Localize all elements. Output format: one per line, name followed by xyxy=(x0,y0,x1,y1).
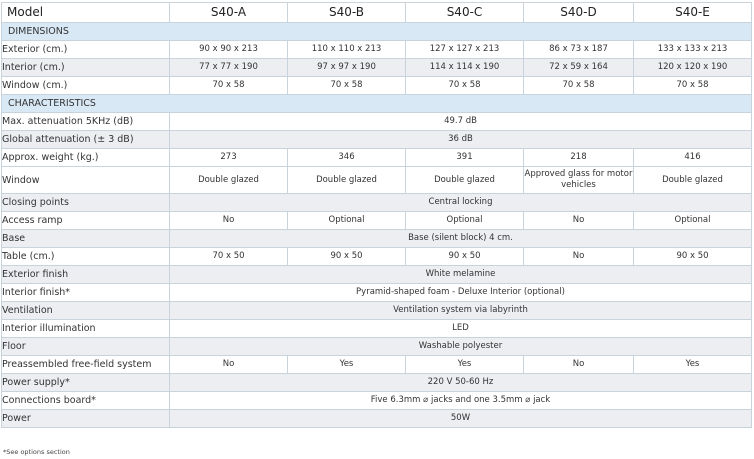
spec-row xyxy=(2,284,752,302)
spec-value-all-models: Pyramid-shaped foam - Deluxe Interior (optional) xyxy=(170,284,752,302)
spec-value: 391 xyxy=(406,149,524,167)
spec-value: 70 x 58 xyxy=(634,77,752,95)
spec-value: 273 xyxy=(170,149,288,167)
spec-value: 90 x 50 xyxy=(406,248,524,266)
spec-label: Preassembled free-field system xyxy=(2,356,170,374)
spec-value: Double glazed xyxy=(288,167,406,194)
spec-label: Window xyxy=(2,167,170,194)
spec-label: Access ramp xyxy=(2,212,170,230)
spec-label: Power xyxy=(2,410,170,428)
spec-row xyxy=(2,194,752,212)
section-header-row xyxy=(2,23,752,41)
spec-value: 70 x 58 xyxy=(524,77,634,95)
spec-row xyxy=(2,212,752,230)
model-column-header: S40-B xyxy=(288,3,406,23)
spec-row xyxy=(2,149,752,167)
spec-value: No xyxy=(170,212,288,230)
spec-row xyxy=(2,320,752,338)
spec-row xyxy=(2,77,752,95)
footnote: *See options section xyxy=(3,448,70,456)
spec-value: 70 x 58 xyxy=(406,77,524,95)
model-column-header: S40-A xyxy=(170,3,288,23)
section-header-row xyxy=(2,95,752,113)
spec-value-all-models: 50W xyxy=(170,410,752,428)
spec-value: Optional xyxy=(406,212,524,230)
spec-value: Yes xyxy=(406,356,524,374)
spec-row xyxy=(2,230,752,248)
spec-value-all-models: Central locking xyxy=(170,194,752,212)
spec-value: 77 x 77 x 190 xyxy=(170,59,288,77)
spec-value-all-models: Five 6.3mm ⌀ jacks and one 3.5mm ⌀ jack xyxy=(170,392,752,410)
spec-value: 127 x 127 x 213 xyxy=(406,41,524,59)
spec-label: Interior finish* xyxy=(2,284,170,302)
spec-value: 72 x 59 x 164 xyxy=(524,59,634,77)
spec-label: Base xyxy=(2,230,170,248)
spec-value: Double glazed xyxy=(634,167,752,194)
spec-row xyxy=(2,59,752,77)
spec-value: Optional xyxy=(288,212,406,230)
spec-value: 120 x 120 x 190 xyxy=(634,59,752,77)
spec-label: Connections board* xyxy=(2,392,170,410)
spec-label: Power supply* xyxy=(2,374,170,392)
spec-row xyxy=(2,356,752,374)
spec-label: Ventilation xyxy=(2,302,170,320)
spec-value: 90 x 50 xyxy=(634,248,752,266)
spec-row xyxy=(2,41,752,59)
spec-label: Exterior (cm.) xyxy=(2,41,170,59)
spec-value: 90 x 50 xyxy=(288,248,406,266)
spec-value: Optional xyxy=(634,212,752,230)
spec-row xyxy=(2,266,752,284)
spec-value: No xyxy=(170,356,288,374)
spec-value-all-models: Washable polyester xyxy=(170,338,752,356)
model-header: Model xyxy=(2,3,170,23)
spec-row xyxy=(2,410,752,428)
spec-row xyxy=(2,374,752,392)
spec-value-all-models: Base (silent block) 4 cm. xyxy=(170,230,752,248)
spec-row xyxy=(2,248,752,266)
model-column-header: S40-D xyxy=(524,3,634,23)
spec-value-all-models: 220 V 50-60 Hz xyxy=(170,374,752,392)
spec-row xyxy=(2,167,752,194)
model-column-header: S40-E xyxy=(634,3,752,23)
spec-label: Exterior finish xyxy=(2,266,170,284)
spec-value: 70 x 58 xyxy=(288,77,406,95)
spec-label: Max. attenuation 5KHz (dB) xyxy=(2,113,170,131)
spec-value: Approved glass for motor vehicles xyxy=(524,167,634,194)
spec-label: Interior illumination xyxy=(2,320,170,338)
spec-value: 218 xyxy=(524,149,634,167)
spec-label: Approx. weight (kg.) xyxy=(2,149,170,167)
spec-label: Interior (cm.) xyxy=(2,59,170,77)
specifications-table xyxy=(1,2,752,428)
spec-row xyxy=(2,392,752,410)
specifications-body xyxy=(2,23,752,428)
spec-label: Window (cm.) xyxy=(2,77,170,95)
spec-value-all-models: 49.7 dB xyxy=(170,113,752,131)
spec-row xyxy=(2,113,752,131)
spec-label: Closing points xyxy=(2,194,170,212)
spec-value: Yes xyxy=(634,356,752,374)
spec-value-all-models: Ventilation system via labyrinth xyxy=(170,302,752,320)
spec-label: Table (cm.) xyxy=(2,248,170,266)
spec-value-all-models: LED xyxy=(170,320,752,338)
spec-value: 416 xyxy=(634,149,752,167)
header-row xyxy=(2,3,752,23)
spec-row xyxy=(2,302,752,320)
spec-value-all-models: White melamine xyxy=(170,266,752,284)
spec-row xyxy=(2,131,752,149)
model-column-header: S40-C xyxy=(406,3,524,23)
spec-value: 346 xyxy=(288,149,406,167)
spec-value: Double glazed xyxy=(170,167,288,194)
spec-value: No xyxy=(524,212,634,230)
spec-value: 86 x 73 x 187 xyxy=(524,41,634,59)
spec-value: 97 x 97 x 190 xyxy=(288,59,406,77)
spec-value: Yes xyxy=(288,356,406,374)
spec-value: 114 x 114 x 190 xyxy=(406,59,524,77)
spec-value: No xyxy=(524,248,634,266)
spec-value: No xyxy=(524,356,634,374)
spec-label: Floor xyxy=(2,338,170,356)
spec-value-all-models: 36 dB xyxy=(170,131,752,149)
spec-value: Double glazed xyxy=(406,167,524,194)
spec-label: Global attenuation (± 3 dB) xyxy=(2,131,170,149)
spec-value: 90 x 90 x 213 xyxy=(170,41,288,59)
spec-value: 70 x 58 xyxy=(170,77,288,95)
section-title: DIMENSIONS xyxy=(2,23,752,41)
section-title: CHARACTERISTICS xyxy=(2,95,752,113)
spec-value: 70 x 50 xyxy=(170,248,288,266)
spec-value: 110 x 110 x 213 xyxy=(288,41,406,59)
spec-row xyxy=(2,338,752,356)
spec-value: 133 x 133 x 213 xyxy=(634,41,752,59)
